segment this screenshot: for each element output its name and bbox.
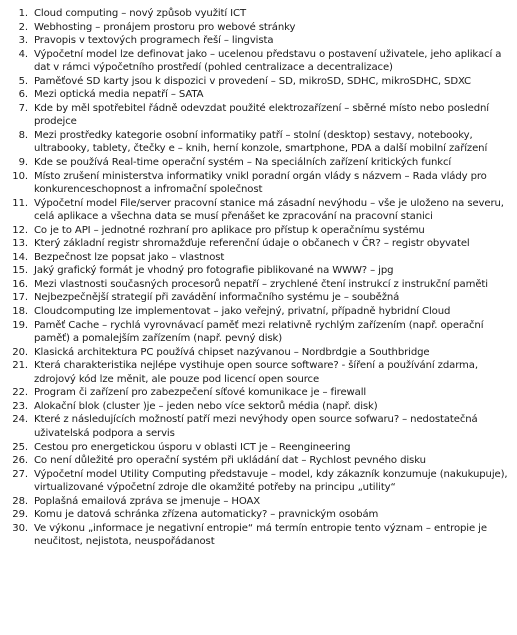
list-item <box>6 400 509 414</box>
item-number: 17. <box>12 292 28 304</box>
item-number: 7. <box>18 102 28 114</box>
list-item <box>6 251 509 265</box>
item-number: 15. <box>12 265 28 277</box>
list-item <box>6 224 509 238</box>
list-item <box>6 413 509 440</box>
item-text: Mezi optická media nepatří – SATA <box>34 89 204 101</box>
list-item <box>6 508 509 522</box>
item-text: Komu je datová schránka zřízena automaticky? – pravnickým osobám <box>34 509 379 521</box>
item-number: 27. <box>12 468 28 480</box>
item-text: Co je to API – jednotné rozhraní pro aplikace pro přístup k operačnímu systému <box>34 224 425 236</box>
list-item <box>6 75 509 89</box>
item-number: 23. <box>12 400 28 412</box>
item-text: Nejbezpečnější strategií při zavádění informačního systému je – souběžná <box>34 292 400 304</box>
list-item <box>6 170 509 197</box>
item-number: 26. <box>12 455 28 467</box>
item-text: Pravopis v textových programech řeší – lingvista <box>34 35 274 47</box>
item-number: 1. <box>18 8 28 19</box>
item-text: Výpočetní model File/server pracovní stanice má zásadní nevýhodu – vše je uloženo na severu, celá aplikace a všechna data se musí přenášet ke zpracování na pracovní stanici <box>34 197 504 223</box>
item-number: 12. <box>12 224 28 236</box>
item-number: 3. <box>18 35 28 47</box>
item-number: 20. <box>12 346 28 358</box>
item-text: Co není důležité pro operační systém při ukládání dat – Rychlost pevného disku <box>34 455 426 467</box>
item-number: 21. <box>12 360 28 372</box>
list-item <box>6 305 509 319</box>
item-text: Mezi prostředky kategorie osobní informatiky patří – stolní (desktop) sestavy, notebooky, ultrabooky, tablety, čtečky e – knih, herní konzole, smartphone, PDA a další mobilní zařízení <box>34 129 488 155</box>
item-number: 16. <box>12 278 28 290</box>
item-number: 25. <box>12 441 28 453</box>
item-number: 13. <box>12 238 28 250</box>
item-text: Klasická architektura PC používá chipset nazývanou – Nordbrdgie a Southbridge <box>34 346 430 358</box>
item-text: Které z následujících možností patří mezi nevýhody open source sofwaru? – nedostatečná uživatelská podpora a servis <box>34 414 478 439</box>
list-item <box>6 454 509 468</box>
list-item <box>6 386 509 400</box>
item-number: 29. <box>12 509 28 521</box>
item-text: Která charakteristika nejlépe vystihuje open source software? - šíření a používání zdarma, zdrojový kód lze měnit, ale pouze pod licencí open source <box>34 360 478 385</box>
list-item <box>6 34 509 48</box>
list-item <box>6 522 509 549</box>
list-item <box>6 264 509 278</box>
item-number: 8. <box>18 129 28 141</box>
list-item <box>6 156 509 170</box>
item-number: 11. <box>12 197 28 209</box>
item-number: 22. <box>12 387 28 399</box>
item-text: Cloud computing – nový způsob využití ICT <box>34 8 247 19</box>
item-number: 6. <box>18 89 28 101</box>
item-number: 5. <box>18 75 28 87</box>
item-text: Ve výkonu „informace je negativní entropie“ má termín entropie tento význam – entropie je neučitost, nejistota, neuspořádanost <box>34 522 487 548</box>
item-number: 2. <box>18 21 28 33</box>
list-item <box>6 359 509 386</box>
list-item <box>6 48 509 75</box>
item-number: 28. <box>12 495 28 507</box>
item-text: Cloudcomputing lze implementovat – jako veřejný, privatní, případně hybridní Cloud <box>34 306 451 318</box>
item-text: Cestou pro energetickou úsporu v oblasti ICT je – Reengineering <box>34 441 351 453</box>
list-item <box>6 197 509 224</box>
item-number: 18. <box>12 306 28 318</box>
list-item <box>6 278 509 292</box>
item-number: 4. <box>18 48 28 60</box>
item-number: 14. <box>12 251 28 263</box>
item-text: Paměťové SD karty jsou k dispozici v provedení – SD, mikroSD, SDHC, mikroSDHC, SDXC <box>34 75 471 87</box>
item-text: Bezpečnost lze popsat jako – vlastnost <box>34 251 225 263</box>
item-text: Mezi vlastnosti současných procesorů nepatří – zrychlené čtení instrukcí z instrukční paměti <box>34 278 488 290</box>
item-number: 19. <box>12 319 28 331</box>
list-item <box>6 319 509 346</box>
item-number: 24. <box>12 414 28 426</box>
list-item <box>6 346 509 360</box>
list-item <box>6 291 509 305</box>
item-text: Alokační blok (cluster )je – jeden nebo více sektorů média (např. disk) <box>34 400 378 412</box>
item-text: Webhosting – pronájem prostoru pro webové stránky <box>34 21 296 33</box>
item-number: 10. <box>12 170 28 182</box>
item-text: Výpočetní model lze definovat jako – ucelenou představu o postavení uživatele, jeho aplikací a dat v rámci výpočetního prostředí (pohled centralizace a decentralizace) <box>34 48 502 74</box>
item-text: Který základní registr shromažďuje referenční údaje o občanech v ČR? – registr obyvatel <box>34 238 470 250</box>
item-text: Výpočetní model Utility Computing představuje – model, kdy zákazník konzumuje (nakukupuje), virtualizované výpočetní zdroje dle okamžité potřeby na principu „utility“ <box>34 468 508 494</box>
item-text: Kde by měl spotřebitel řádně odevzdat použité elektrozařízení – sběrné místo nebo poslední prodejce <box>34 102 489 128</box>
item-number: 30. <box>12 522 28 534</box>
item-text: Poplašná emailová zpráva se jmenuje – HOAX <box>34 495 261 507</box>
list-item <box>6 21 509 35</box>
list-item <box>6 468 509 495</box>
list-item <box>6 88 509 102</box>
list-item <box>6 237 509 251</box>
question-list <box>6 7 509 549</box>
list-item <box>6 441 509 455</box>
item-text: Kde se používá Real-time operační systém – Na speciálních zařízení kritických funkcí <box>34 157 452 169</box>
item-number: 9. <box>18 157 28 169</box>
item-text: Program či zařízení pro zabezpečení síťové komunikace je – firewall <box>34 387 367 399</box>
item-text: Paměť Cache – rychlá vyrovnávací paměť mezi relativně rychlým zařízením (např. operační paměť) a pomalejším zařízením (např. pevný disk) <box>34 319 484 345</box>
list-item <box>6 129 509 156</box>
list-item <box>6 495 509 509</box>
item-text: Jaký grafický formát je vhodný pro fotografie piblikované na WWW? – jpg <box>34 265 394 277</box>
item-text: Místo zrušení ministerstva informatiky vnikl poradní orgán vlády s názvem – Rada vlády pro konkurenceschopnost a infromační společnost <box>34 170 487 196</box>
list-item <box>6 7 509 21</box>
list-item <box>6 102 509 129</box>
